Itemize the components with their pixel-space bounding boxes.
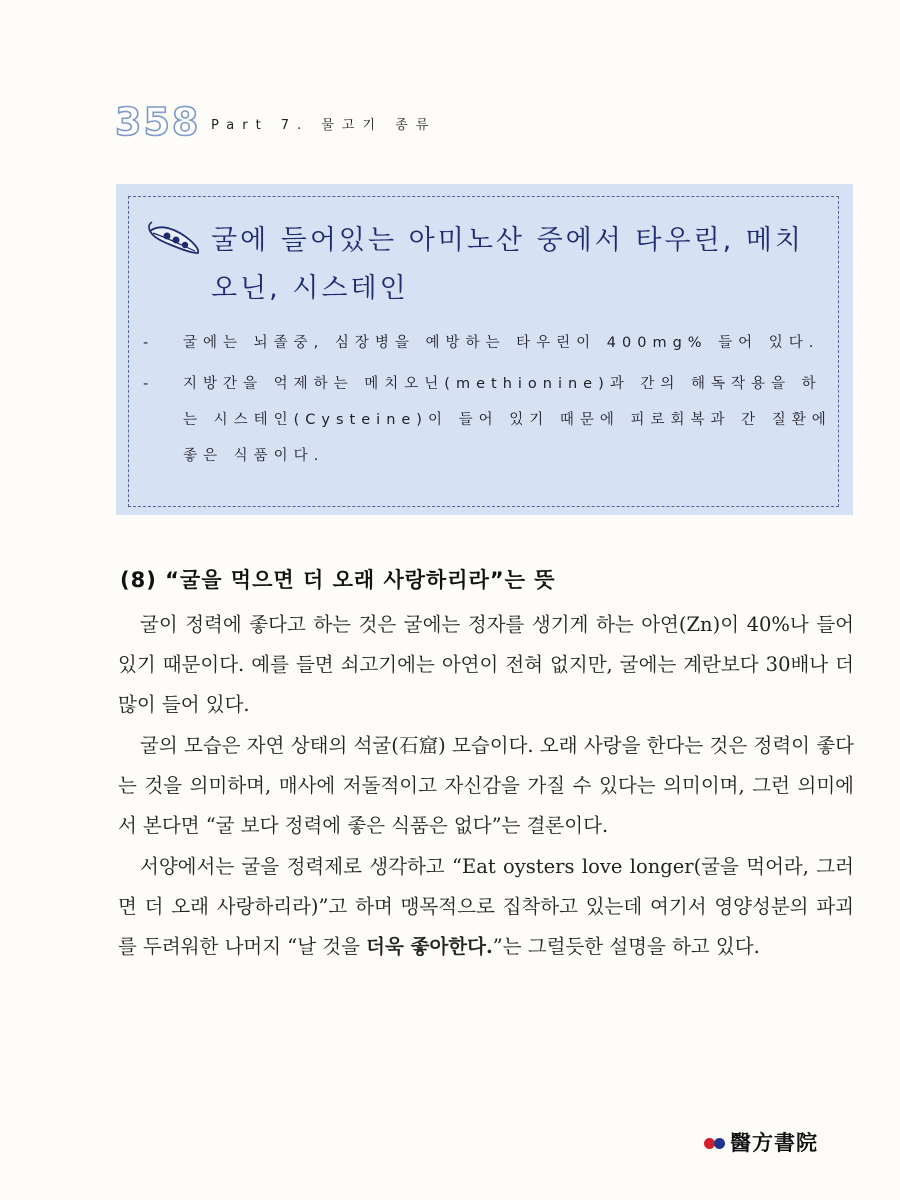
paragraph-bold-text: 더욱 좋아한다.	[366, 935, 493, 958]
info-box-dashed-border	[128, 196, 839, 507]
publisher-logo	[704, 1129, 854, 1159]
paragraph: 굴의 모습은 자연 상태의 석굴(石窟) 모습이다. 오래 사랑을 한다는 것은 정력이 좋다는 것을 의미하며, 매사에 저돌적이고 자신감을 가질 수 있다는 의미이며, 그런 의미에서 본다면 “굴 보다 정력에 좋은 식품은 없다”는 결론이다.	[118, 734, 854, 837]
publisher-name: 醫方書院	[730, 1130, 818, 1155]
part-title: Part 7. 물고기 종류	[211, 118, 437, 133]
info-box-title: 굴에 들어있는 아미노산 중에서 타우린, 메치오닌, 시스테인	[211, 225, 804, 304]
bullet-dash: -	[143, 376, 149, 392]
bullet-dash: -	[143, 335, 149, 351]
paragraph	[118, 847, 854, 967]
info-box	[116, 184, 853, 515]
paragraph: 굴이 정력에 좋다고 하는 것은 굴에는 정자를 생기게 하는 아연(Zn)이 40%나 들어 있기 때문이다. 예를 들면 쇠고기에는 아연이 전혀 없지만, 굴에는 계란보다 30배나 더 많이 들어 있다.	[118, 613, 854, 716]
info-box-list	[143, 325, 833, 479]
logo-blue-dot	[714, 1138, 725, 1149]
pea-pod-icon	[147, 219, 201, 257]
list-item-text: 지방간을 억제하는 메치오닌(methionine)과 간의 해독작용을 하는 시스테인(Cysteine)이 들어 있기 때문에 피로회복과 간 질환에 좋은 식품이다.	[183, 376, 832, 464]
list-item	[143, 325, 833, 361]
page-number: 358	[115, 100, 201, 144]
body-text	[118, 605, 854, 968]
paragraph-text: ”는 그럴듯한 설명을 하고 있다.	[492, 935, 760, 958]
paragraph-text: 서양에서는 굴을 정력제로 생각하고 “Eat oysters love longer(굴을 먹어라, 그러면 더 오래 사랑하리라)”고 하며 맹목적으로 집착하고 있는데 여기서 영양성분의 파괴를 두려워한 나머지 “날 것을	[118, 855, 854, 958]
section-heading: (8) “굴을 먹으면 더 오래 사랑하리라”는 뜻	[120, 568, 556, 592]
list-item	[143, 366, 833, 474]
list-item-text: 굴에는 뇌졸중, 심장병을 예방하는 타우린이 400mg% 들어 있다.	[183, 335, 820, 351]
page-header	[115, 100, 535, 150]
